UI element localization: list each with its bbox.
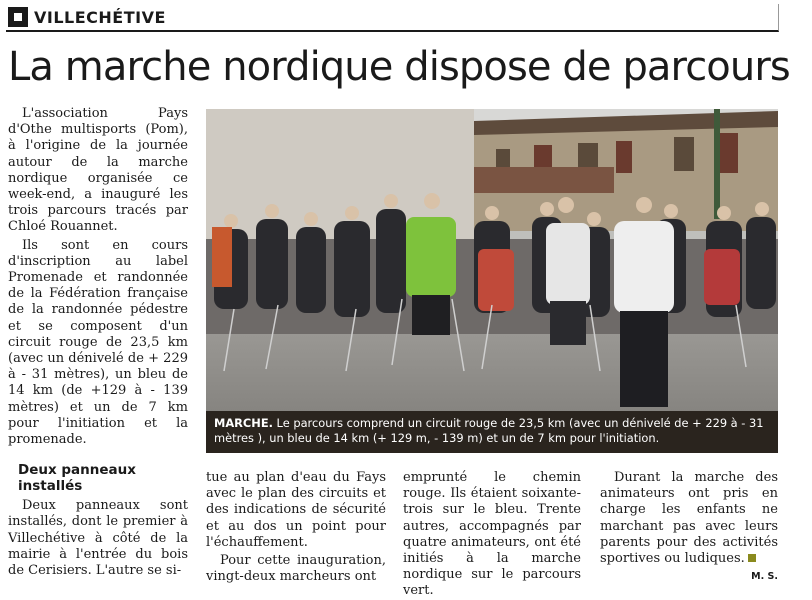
caption-text: Le parcours comprend un circuit rouge de 23,5 km (avec un dénivelé de + 229 à - 31 mètres ), un bleu de 14 km (+ 129 m, - 139 m) et un de 7 km pour l'initiation. <box>214 416 764 445</box>
walker-in-foreground <box>614 221 674 313</box>
article-headline: La marche nordique dispose de parcours <box>8 44 790 90</box>
article-subhead: Deux panneaux installés <box>18 462 136 495</box>
article-column-2 <box>206 470 386 585</box>
paragraph: Pour cette inauguration, vingt-deux marcheurs ont <box>206 553 386 585</box>
paragraph: L'association Pays d'Othe multisports (Pom), à l'origine de la journée autour de la marche nordique organisée ce week-end, a inauguré les trois parcours tracés par Chloé Rouannet. <box>8 106 188 235</box>
article-column-1 <box>8 106 188 579</box>
article-column-4 <box>600 470 778 585</box>
walker-green-shirt <box>406 217 456 297</box>
rubric-label: VILLECHÉTIVE <box>34 7 166 27</box>
paragraph: tue au plan d'eau du Fays avec le plan des circuits et des indications de sécurité et au dos un point pour l'échauffement. <box>206 470 386 550</box>
paragraph: Ils sont en cours d'inscription au label Promenade et randonnée de la Fédération française de la randonnée pédestre et se composent d'un circuit rouge de 23,5 km (avec un dénivelé de + 229 à - 31 mètres), un bleu de 14 km (de +129 à - 139 mètres) et un de 7 km pour l'initiation et la promenade. <box>8 237 188 448</box>
rubric-square-icon <box>8 7 28 27</box>
paragraph: Deux panneaux sont installés, dont le premier à Villechétive à côté de la mairie à l'entrée du bois de Cerisiers. L'autre se si- <box>8 498 188 579</box>
end-of-article-icon <box>748 554 756 562</box>
paragraph-text: Durant la marche des animateurs ont pris en charge les enfants ne marchant pas avec leurs parents pour des activités sportives ou ludiques. <box>600 470 778 567</box>
caption-lead: MARCHE. <box>214 416 273 430</box>
article-photo <box>206 109 778 453</box>
article-column-3 <box>403 470 581 600</box>
nordic-walkers-photo <box>206 109 778 453</box>
photo-caption <box>206 411 778 453</box>
section-rubric <box>6 4 779 32</box>
paragraph <box>600 470 778 567</box>
paragraph: emprunté le chemin rouge. Ils étaient soixante-trois sur le bleu. Trente autres, accompagnés par quatre animateurs, ont été initiés à la marche nordique sur le parcours vert. <box>403 470 581 599</box>
author-signature: M. S. <box>751 571 778 583</box>
